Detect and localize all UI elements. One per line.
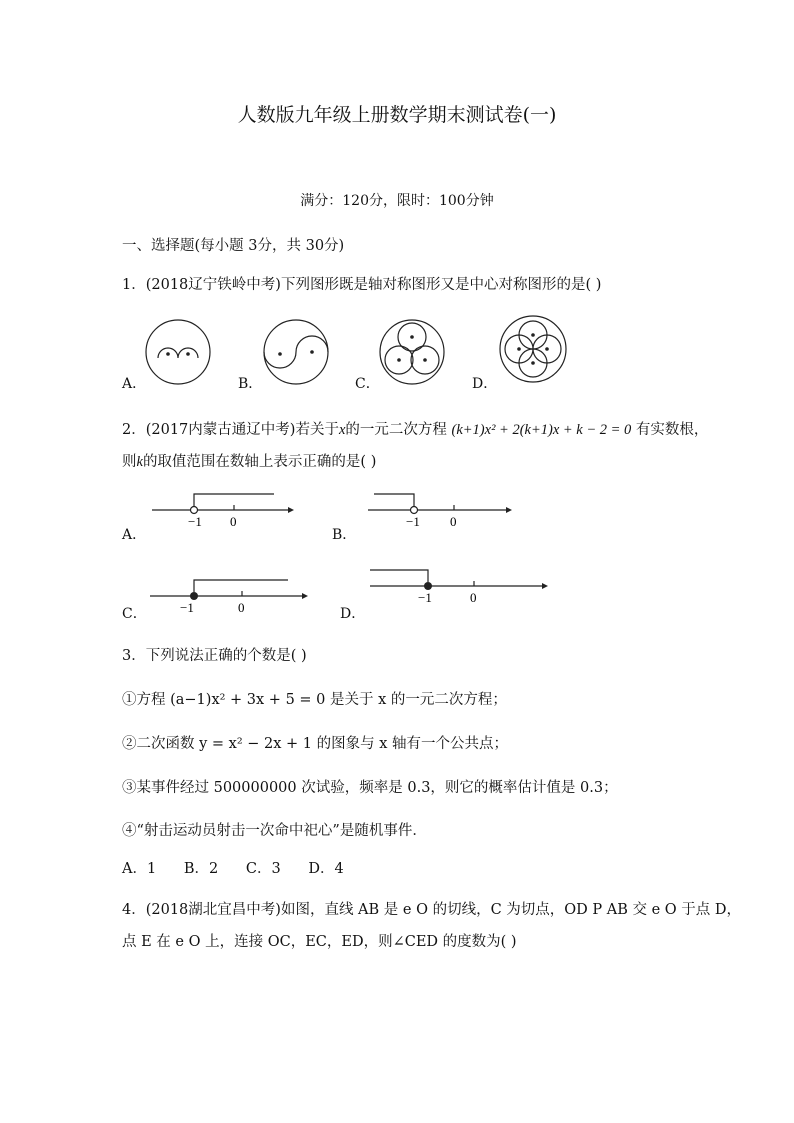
q1-figure-b bbox=[262, 318, 330, 386]
q2-d-label-neg1: −1 bbox=[418, 590, 432, 605]
question-1-text: 1．(2018辽宁铁岭中考)下列图形既是轴对称图形又是中心对称图形的是( ) bbox=[122, 277, 602, 293]
q2-var-x: x bbox=[338, 422, 346, 438]
q1-figure-d bbox=[497, 313, 569, 385]
q3-item-2: ②二次函数 y = x² − 2x + 1 的图象与 x 轴有一个公共点； bbox=[122, 736, 509, 752]
q3-item-4: ④“射击运动员射击一次命中祀心”是随机事件． bbox=[122, 823, 427, 839]
q2-b-label-zero: 0 bbox=[450, 514, 457, 529]
q2-option-a-label: A． bbox=[122, 527, 147, 543]
q1-option-b-label: B． bbox=[238, 376, 263, 392]
q2-option-b-label: B． bbox=[332, 527, 357, 543]
question-4-line-2: 点 E 在 e O 上，连接 OC，EC，ED，则∠CED 的度数为( ) bbox=[122, 934, 517, 950]
section-heading: 一、选择题(每小题 3分，共 30分) bbox=[122, 238, 345, 254]
q2-equation: (k+1)x² + 2(k+1)x + k − 2 = 0 bbox=[451, 422, 632, 438]
q2-option-d-label: D． bbox=[340, 606, 366, 622]
exam-meta: 满分：120分，限时：100分钟 bbox=[300, 193, 494, 209]
q1-option-a-label: A． bbox=[122, 376, 147, 392]
q2-prefix: 2．(2017内蒙古通辽中考)若关于 bbox=[122, 422, 339, 438]
question-3-text: 3．下列说法正确的个数是( ) bbox=[122, 648, 307, 664]
q3-item-3: ③某事件经过 500000000 次试验，频率是 0.3，则它的概率估计值是 0.3； bbox=[122, 780, 618, 796]
q2-b-label-neg1: −1 bbox=[406, 514, 420, 529]
q2-d-label-zero: 0 bbox=[470, 590, 477, 605]
question-2-line-2 bbox=[122, 450, 376, 471]
q2-a-label-neg1: −1 bbox=[188, 514, 202, 529]
q1-option-d-label: D． bbox=[472, 376, 498, 392]
q2-c-label-zero: 0 bbox=[238, 600, 245, 615]
page-title: 人数版九年级上册数学期末测试卷(一) bbox=[237, 104, 557, 126]
q2-a-label-zero: 0 bbox=[230, 514, 237, 529]
q2-numberline-a bbox=[148, 488, 298, 534]
q1-figure-c bbox=[378, 318, 446, 386]
q3-choices: A．1 B．2 C．3 D．4 bbox=[122, 861, 344, 877]
q2-c-label-neg1: −1 bbox=[180, 600, 194, 615]
q1-figure-a bbox=[144, 318, 212, 386]
q2-suffix: 有实数根， bbox=[635, 422, 709, 438]
q2-line2-suffix: 的取值范围在数轴上表示正确的是( ) bbox=[142, 454, 377, 470]
q1-option-c-label: C． bbox=[355, 376, 380, 392]
q3-item-1: ①方程 (a−1)x² + 3x + 5 = 0 是关于 x 的一元二次方程； bbox=[122, 692, 507, 708]
q2-mid: 的一元二次方程 bbox=[345, 422, 447, 438]
q2-var-k: k bbox=[136, 454, 143, 470]
q2-numberline-b bbox=[364, 488, 514, 534]
question-2-line-1 bbox=[122, 418, 708, 439]
q2-numberline-d bbox=[366, 562, 552, 608]
q2-option-c-label: C． bbox=[122, 606, 147, 622]
question-4-line-1: 4．(2018湖北宜昌中考)如图，直线 AB 是 e O 的切线，C 为切点，OD P AB 交 e O 于点 D， bbox=[122, 902, 742, 918]
q2-line2-prefix: 则 bbox=[122, 454, 137, 470]
q2-numberline-c bbox=[146, 570, 312, 616]
